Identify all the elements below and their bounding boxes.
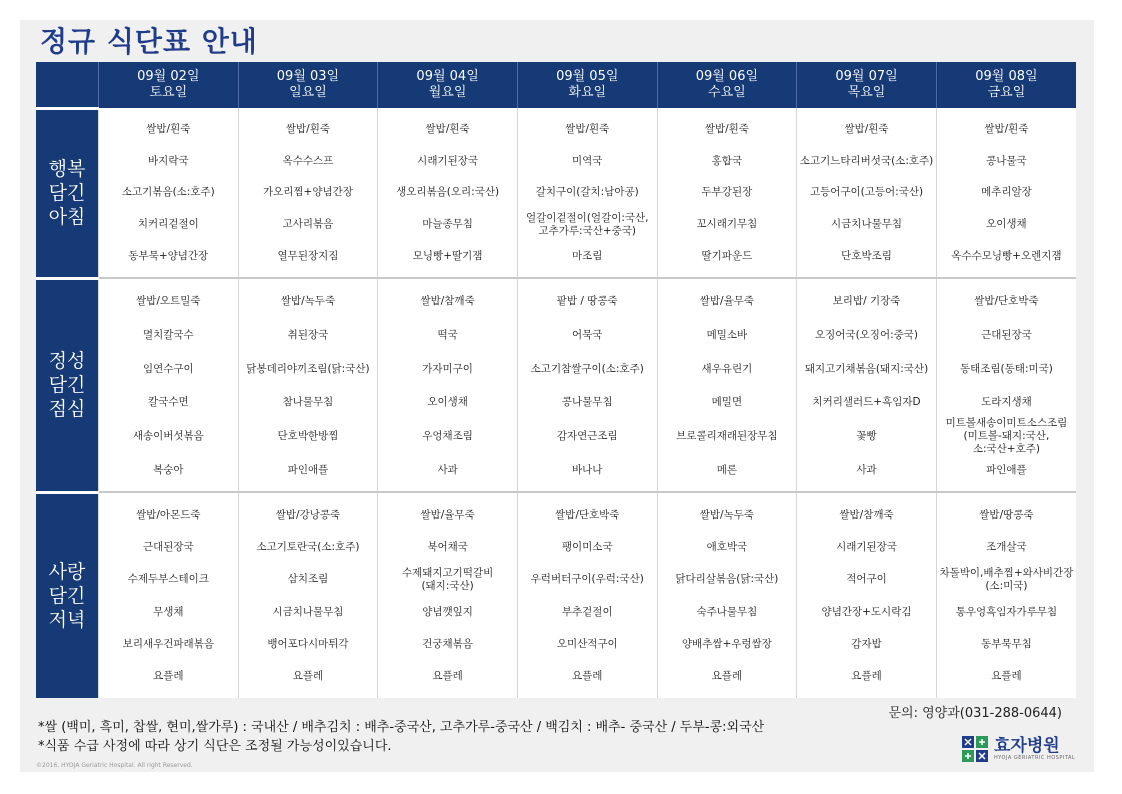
menu-item: 브로콜리재래된장무침: [676, 429, 778, 442]
menu-item: 요플레: [153, 670, 184, 683]
day-date: 09월 04일: [416, 69, 479, 84]
menu-cell: [797, 278, 937, 492]
menu-item: 무생채: [153, 605, 184, 618]
hospital-name-en: HYOJA GERIATRIC HOSPITAL: [994, 755, 1076, 761]
day-header: [657, 62, 797, 108]
menu-item: 소고기토란국(소:호주): [256, 540, 360, 553]
menu-item: 동태조림(동태:미국): [959, 362, 1053, 375]
note-origin: *쌀 (백미, 흑미, 찹쌀, 현미,쌀가루) : 국내산 / 배추김치 : 배추-중국산, 고추가루-중국산 / 백김치 : 배추- 중국산 / 두부-콩:외국산: [38, 720, 765, 735]
menu-item: 쌀밥/흰죽: [146, 123, 191, 136]
menu-item: 콩나물국: [986, 154, 1027, 167]
menu-item: 메론: [716, 463, 738, 476]
hospital-logo-icon: [962, 736, 988, 762]
menu-item: 오징어국(오징어:중국): [815, 328, 919, 341]
menu-item: 요플레: [711, 670, 743, 683]
menu-item: 쌀밥/흰죽: [984, 123, 1029, 136]
menu-item: 쌀밥/흰죽: [285, 123, 331, 136]
menu-item: 팽이미소국: [561, 540, 613, 553]
menu-item: 도라지생채: [981, 396, 1032, 409]
menu-item: 양념간장+도시락김: [821, 605, 912, 618]
menu-item: 고등어구이(고등어:국산): [809, 186, 924, 199]
menu-item: 모닝빵+딸기잼: [412, 249, 483, 262]
day-date: 09월 03일: [276, 69, 340, 84]
menu-item: 새송이버섯볶음: [132, 429, 204, 442]
menu-item: 쌀밥/오트밀죽: [136, 295, 201, 308]
menu-item: 양배추쌈+우렁쌈장: [681, 637, 772, 650]
hospital-name: 효자병원: [994, 736, 1060, 756]
menu-item: 쌀밥/흰죽: [844, 123, 889, 136]
day-weekday: 일요일: [289, 85, 327, 100]
menu-item: 근대된장국: [142, 540, 194, 553]
menu-item: 통우엉흑임자가루무침: [955, 605, 1058, 618]
menu-item: 취된장국: [287, 328, 329, 341]
menu-item: 쌀밥/율무죽: [420, 508, 475, 521]
day-header: [797, 62, 937, 108]
menu-item: 단호박조림: [841, 249, 892, 262]
day-weekday: 목요일: [847, 85, 886, 100]
day-header: [99, 62, 239, 108]
menu-item: 옥수수모닝빵+오렌지잼: [951, 249, 1062, 262]
copyright: ©2016, HYOJA Geriatric Hospital. All right Reserved.: [36, 762, 193, 769]
menu-item: 수제두부스테이크: [127, 573, 209, 586]
menu-cell: [378, 278, 518, 492]
notes: [38, 718, 764, 756]
note-adjustment: *식품 수급 사정에 따라 상기 식단은 조정될 가능성이있습니다.: [38, 739, 392, 754]
menu-item: 차돌박이,배추찜+와사비간장 (소:미국): [939, 566, 1074, 592]
menu-item: 오이생채: [427, 396, 468, 409]
menu-item: 쌀밥/흰죽: [704, 123, 749, 136]
menu-item: 미역국: [572, 154, 603, 167]
day-date: 09월 06일: [695, 69, 759, 84]
menu-item: 콩나물무침: [561, 396, 613, 409]
menu-item: 얼갈이겉절이(얼갈이:국산, 고추가루:국산+중국): [525, 211, 649, 237]
menu-item: 쌀밥/단호박죽: [555, 508, 620, 521]
menu-item: 파인애플: [986, 463, 1027, 476]
menu-cell: [238, 492, 378, 698]
menu-item: 가자미구이: [422, 362, 473, 375]
menu-item: 요플레: [572, 670, 603, 683]
menu-item: 마늘종무침: [422, 218, 473, 231]
menu-item: 동부묵무침: [981, 637, 1032, 650]
menu-item: 쌀밥/녹두죽: [699, 508, 755, 521]
meal-row: [36, 492, 1076, 698]
menu-item: 수제돼지고기떡갈비 (돼지:국산): [401, 566, 494, 592]
menu-item: 삼치조림: [287, 573, 329, 586]
menu-cell: [238, 108, 378, 278]
menu-item: 감자연근조림: [556, 429, 618, 442]
day-date: 09월 08일: [975, 69, 1038, 84]
menu-item: 복숭아: [153, 463, 184, 476]
menu-item: 열무된장지짐: [277, 249, 339, 262]
meal-label: 정성 담긴 점심: [36, 278, 99, 492]
menu-item: 쌀밥/아몬드죽: [136, 508, 201, 521]
contact-info: 문의: 영양과(031-288-0644): [888, 706, 1062, 721]
menu-item: 쌀밥/율무죽: [699, 295, 755, 308]
menu-item: 어묵국: [572, 328, 603, 341]
menu-cell: [797, 492, 937, 698]
menu-cell: [517, 492, 657, 698]
menu-cell: [797, 108, 937, 278]
meal-row: [36, 278, 1076, 492]
menu-item: 치커리겉절이: [137, 218, 199, 231]
menu-item: 요플레: [292, 670, 324, 683]
menu-item: 두부강된장: [701, 186, 753, 199]
menu-cell: [378, 108, 518, 278]
meal-label: 사랑 담긴 저녁: [36, 492, 99, 698]
menu-cell: [657, 492, 797, 698]
meal-row: [36, 108, 1076, 278]
menu-item: 새우유린기: [701, 362, 753, 375]
menu-item: 꽃빵: [856, 429, 877, 442]
menu-item: 시금치나물무침: [272, 605, 344, 618]
day-header-row: [36, 62, 1076, 108]
menu-cell: [657, 278, 797, 492]
menu-item: 시래기된장국: [836, 540, 897, 553]
menu-item: 애호박국: [706, 540, 748, 553]
menu-item: 쌀밥/단호박죽: [974, 295, 1039, 308]
menu-item: 꼬시래기무침: [696, 218, 758, 231]
menu-item: 적어구이: [846, 573, 887, 586]
menu-item: 마조림: [572, 249, 603, 262]
day-date: 09월 05일: [556, 69, 619, 84]
menu-item: 팥밥 / 땅콩죽: [556, 295, 618, 308]
menu-cell: [378, 492, 518, 698]
menu-item: 조개살국: [986, 540, 1027, 553]
menu-item: 쌀밥/참깨죽: [839, 508, 894, 521]
menu-item: 바나나: [572, 463, 603, 476]
menu-item: 떡국: [437, 328, 458, 341]
menu-item: 사과: [856, 463, 877, 476]
menu-item: 파인애플: [287, 463, 329, 476]
menu-item: 쌀밥/땅콩죽: [979, 508, 1034, 521]
menu-item: 양념깻잎지: [422, 605, 473, 618]
menu-cell: [99, 278, 239, 492]
menu-item: 숙주나물무침: [696, 605, 758, 618]
menu-item: 감자밥: [851, 637, 882, 650]
day-header: [378, 62, 518, 108]
menu-item: 부추겉절이: [561, 605, 613, 618]
menu-item: 동부묵+양념간장: [128, 249, 209, 262]
menu-item: 요플레: [432, 670, 463, 683]
day-date: 09월 02일: [137, 69, 200, 84]
menu-item: 우엉채조림: [422, 429, 473, 442]
day-weekday: 월요일: [428, 85, 467, 100]
menu-item: 쌀밥/흰죽: [425, 123, 470, 136]
menu-item: 바지락국: [148, 154, 189, 167]
menu-cell: [238, 278, 378, 492]
menu-item: 쌀밥/참깨죽: [420, 295, 475, 308]
page-title: 정규 식단표 안내: [40, 25, 258, 58]
menu-item: 참나물무침: [282, 396, 334, 409]
menu-cell: [936, 108, 1076, 278]
menu-item: 메밀면: [711, 396, 743, 409]
menu-cell: [936, 278, 1076, 492]
menu-item: 홍합국: [711, 154, 743, 167]
day-weekday: 화요일: [568, 85, 607, 100]
menu-item: 닭다리살볶음(닭:국산): [675, 573, 779, 586]
menu-item: 우럭버터구이(우럭:국산): [530, 573, 644, 586]
menu-item: 메밀소바: [706, 328, 748, 341]
menu-item: 단호박한방찜: [277, 429, 339, 442]
day-weekday: 수요일: [708, 85, 746, 100]
menu-cell: [517, 278, 657, 492]
meal-label: 행복 담긴 아침: [36, 108, 99, 278]
menu-item: 옥수수스프: [282, 154, 334, 167]
day-date: 09월 07일: [835, 69, 898, 84]
menu-item: 요플레: [991, 670, 1022, 683]
header-corner: [36, 62, 99, 108]
day-weekday: 토요일: [149, 85, 188, 100]
menu-item: 치커리샐러드+흑임자D: [812, 396, 921, 409]
menu-item: 근대된장국: [981, 328, 1032, 341]
menu-item: 오이생채: [986, 218, 1027, 231]
menu-item: 멸치칼국수: [142, 328, 194, 341]
menu-item: 시금치나물무침: [831, 218, 903, 231]
menu-item: 사과: [437, 463, 458, 476]
menu-item: 미트볼새송이미트소스조림 (미트볼-돼지:국산, 소:국산+호주): [945, 416, 1068, 455]
menu-item: 소고기볶음(소:호주): [121, 186, 215, 199]
day-header: [517, 62, 657, 108]
menu-item: 소고기참쌀구이(소:호주): [530, 362, 644, 375]
menu-table: [36, 62, 1076, 698]
menu-item: 고사리볶음: [282, 218, 334, 231]
menu-item: 칼국수면: [148, 396, 189, 409]
menu-item: 쌀밥/녹두죽: [280, 295, 336, 308]
menu-cell: [99, 108, 239, 278]
menu-item: 시래기된장국: [417, 154, 479, 167]
menu-item: 북어채국: [427, 540, 468, 553]
menu-item: 쌀밥/강낭콩죽: [275, 508, 341, 521]
menu-item: 메추리알장: [981, 186, 1032, 199]
menu-item: 가오리찜+양념간장: [262, 186, 353, 199]
menu-item: 쌀밥/흰죽: [565, 123, 610, 136]
menu-item: 닭봉데리야끼조림(닭:국산): [246, 362, 370, 375]
menu-item: 보리새우건파래볶음: [122, 637, 214, 650]
menu-cell: [936, 492, 1076, 698]
menu-item: 소고기느타리버섯국(소:호주): [799, 154, 934, 167]
day-header: [238, 62, 378, 108]
day-header: [936, 62, 1076, 108]
hospital-logo: [962, 736, 1075, 762]
menu-item: 생오리볶음(오리:국산): [396, 186, 500, 199]
day-weekday: 금요일: [987, 85, 1026, 100]
menu-item: 요플레: [851, 670, 882, 683]
menu-item: 갈치구이(갈치:남아공): [535, 186, 639, 199]
menu-cell: [517, 108, 657, 278]
menu-item: 오미산적구이: [556, 637, 618, 650]
menu-item: 보리밥/ 기장죽: [832, 295, 901, 308]
menu-item: 돼지고기채볶음(돼지:국산): [804, 362, 929, 375]
menu-item: 딸기파운드: [701, 249, 753, 262]
menu-item: 건궁채볶음: [422, 637, 473, 650]
menu-item: 임연수구이: [142, 362, 194, 375]
menu-cell: [657, 108, 797, 278]
menu-item: 뱅어포다시마튀각: [267, 637, 349, 650]
menu-cell: [99, 492, 239, 698]
